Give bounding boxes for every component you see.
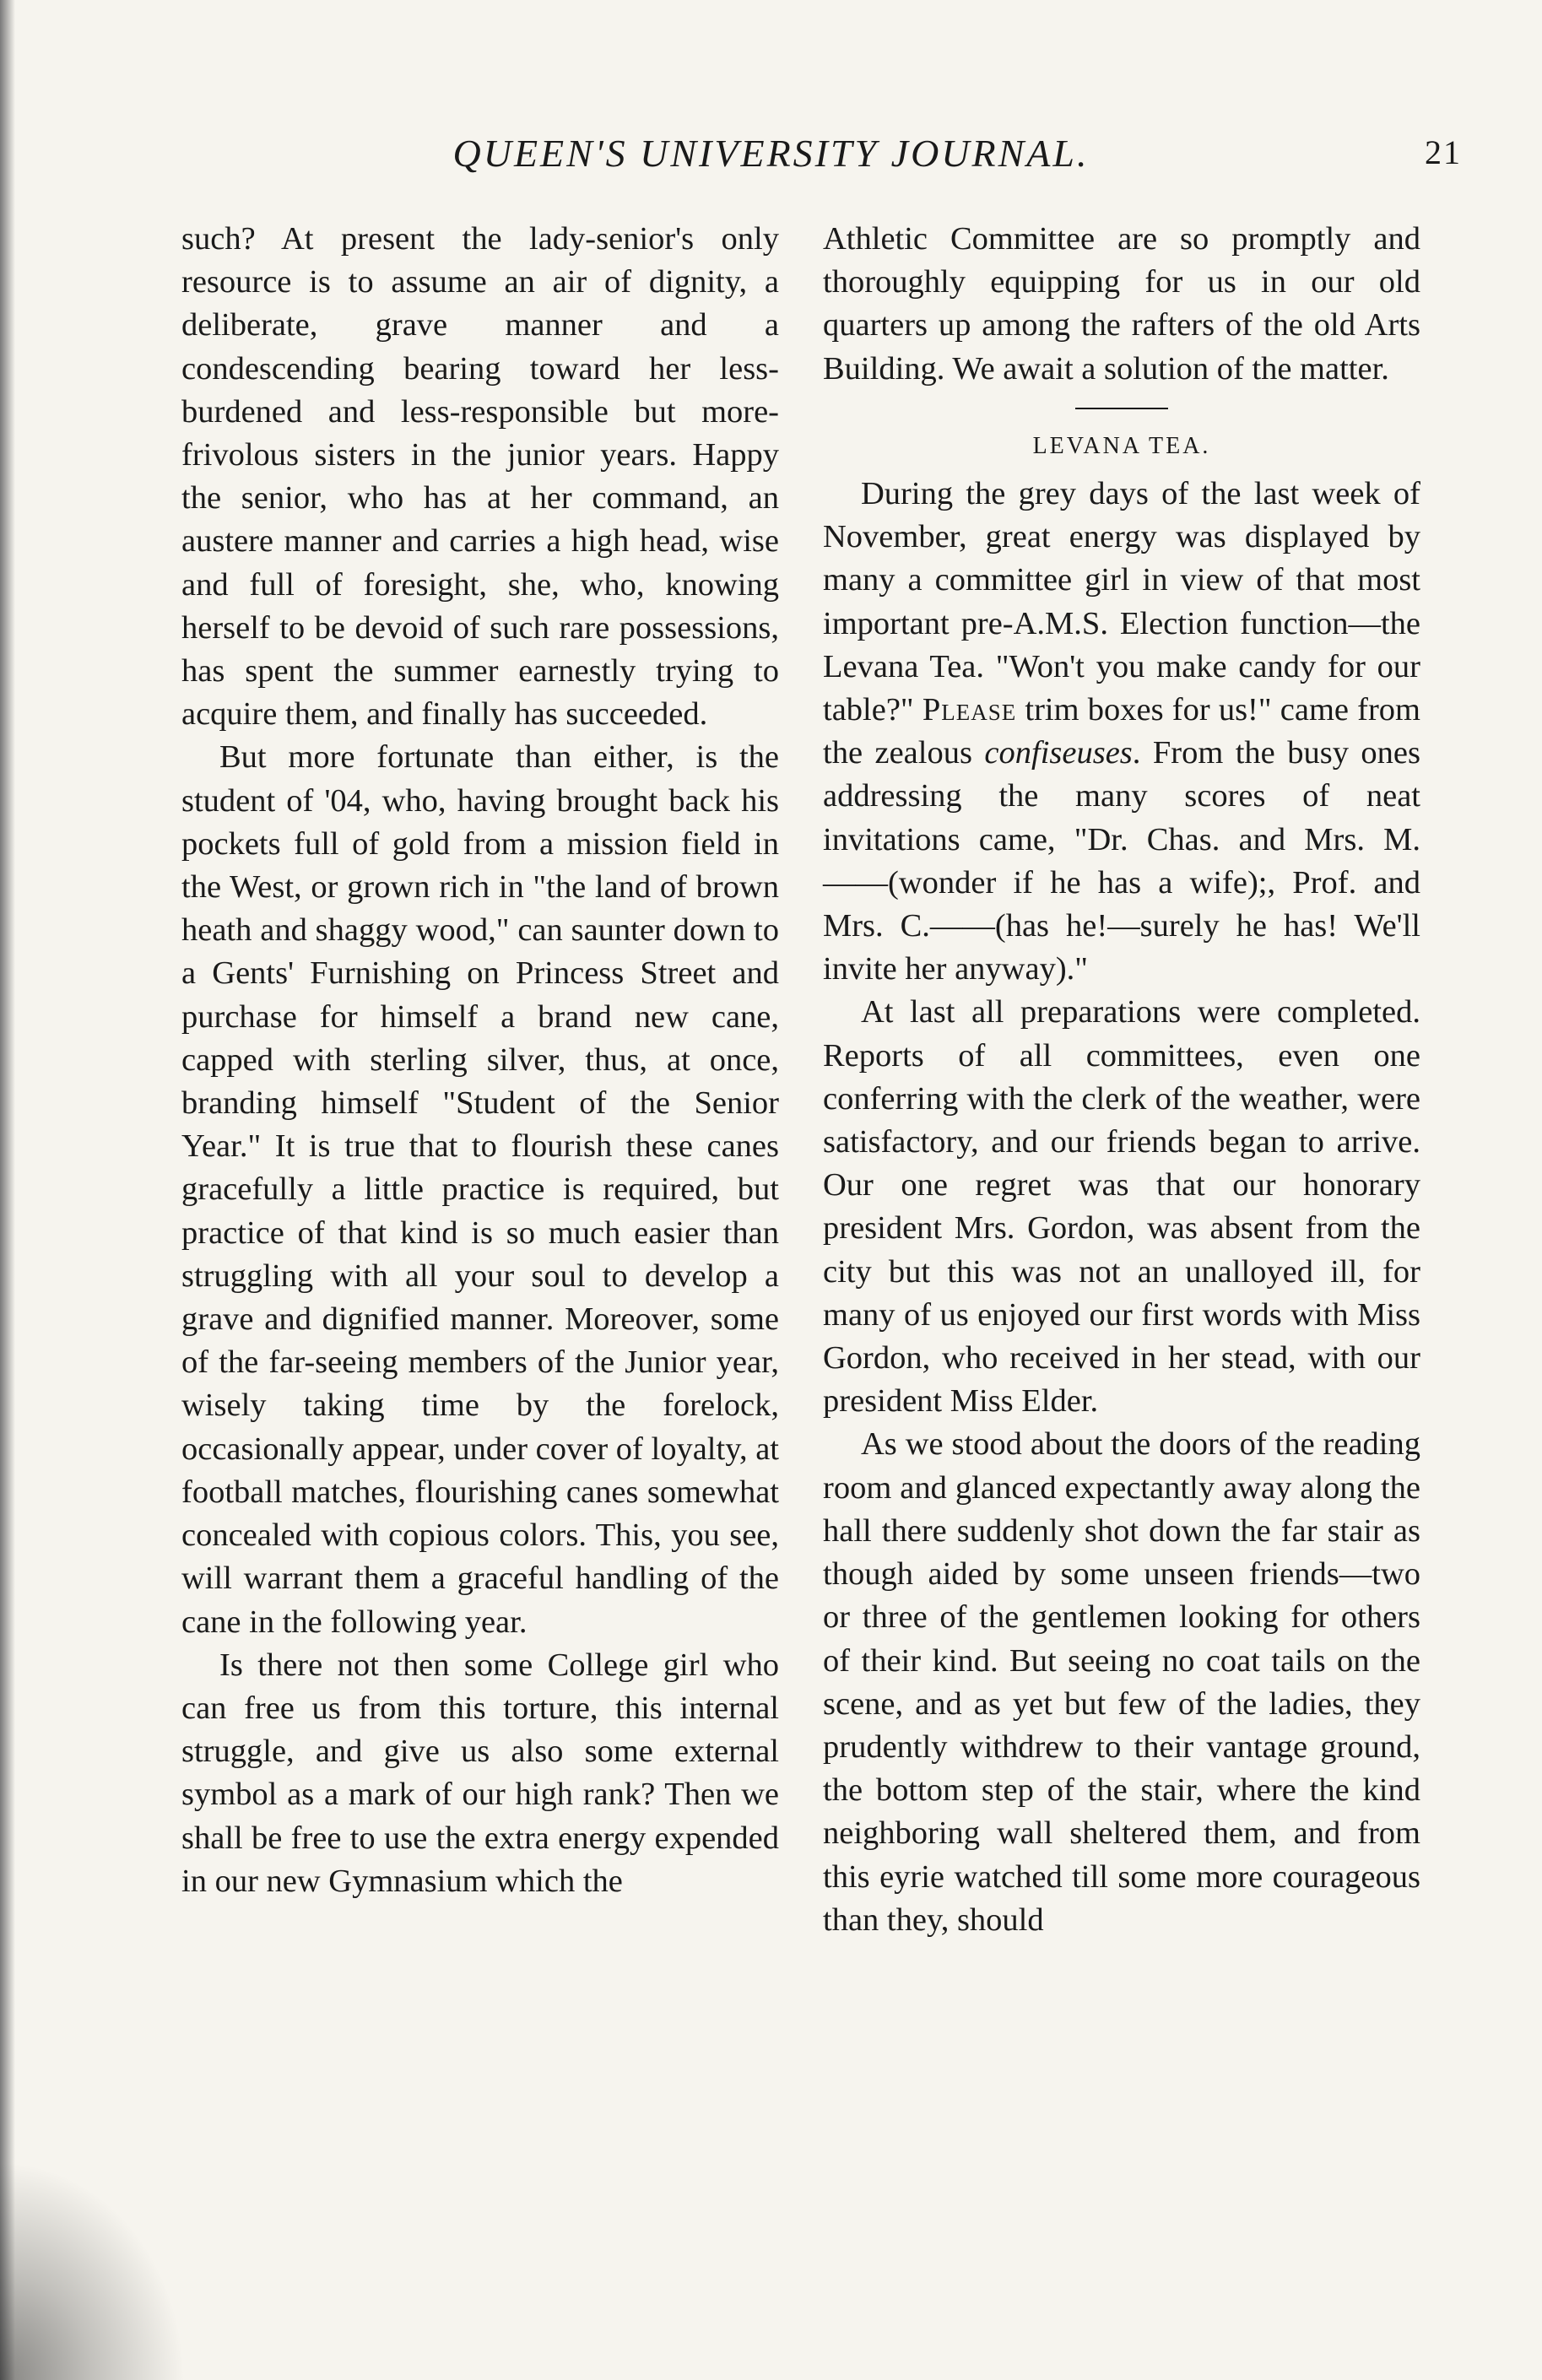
levana-paragraph-3: As we stood about the doors of the reading room and glanced expectantly away along the hall there suddenly shot down the far stair as though aided by some unseen friends—two or three of the gentlemen looking for others of their kind. But seeing no coat tails on the scene, and as yet but few of the ladies, they prudently withdrew to their vantage ground, the bottom step of the stair, where the kind neighboring wall sheltered them, and from this eyrie watched till some more courageous than they, should: [823, 1426, 1420, 1938]
left-paragraph-1: such? At present the lady-senior's only resource is to assume an air of dignity, a deliberate, grave manner and a condescending bearing toward her less-burdened and less-responsible but more-frivolous sisters in the junior years. Happy the senior, who has at her command, an austere manner and carries a high head, wise and full of foresight, she, who, knowing herself to be devoid of such rare possessions, has spent the summer earnestly trying to acquire them, and finally has succeeded.: [181, 221, 779, 733]
page-corner-smudge: [0, 2161, 186, 2380]
journal-title: QUEEN'S UNIVERSITY JOURNAL.: [452, 132, 1090, 175]
page-header: [0, 131, 1542, 181]
right-intro-paragraph: Athletic Committee are so promptly and thoroughly equipping for us in our old quarters up among the rafters of the old Arts Building. We await a solution of the matter.: [823, 221, 1420, 387]
levana-paragraph-2: At last all preparations were completed. Reports of all committees, even one conferring with the clerk of the weather, were satisfactory, and our friends began to arrive. Our one regret was that our honorary president Mrs. Gordon, was absent from the city but this was not an unalloyed ill, for many of us enjoyed our first words with Miss Gordon, who received in her stead, with our president Miss Elder.: [823, 994, 1420, 1420]
right-column: [823, 218, 1420, 1942]
page-number: 21: [1425, 133, 1462, 171]
levana-p1-text-b: trim boxes for us!" came from the zealous: [823, 692, 1420, 771]
left-paragraph-2: But more fortunate than either, is the student of '04, who, having brought back his pockets full of gold from a mission field in the West, or grown rich in "the land of brown heath and shaggy wood," can saunter down to a Gents' Furnishing on Princess Street and purchase for himself a brand new cane, capped with sterling silver, thus, at once, branding himself "Student of the Senior Year." It is true that to flourish these canes gracefully a little practice is required, but practice of that kind is so much easier than struggling with all your soul to develop a grave and dignified manner. Moreover, some of the far-seeing members of the Junior year, wisely taking time by the forelock, occasionally appear, under cover of loyalty, at football matches, flourishing canes somewhat concealed with copious colors. This, you see, will warrant them a graceful handling of the cane in the following year.: [181, 739, 779, 1640]
levana-p1-text-c: . From the busy ones addressing the many scores of neat invitations came, "Dr. Chas. and Mrs. M.——(wonder if he has a wife);, Prof. and Mrs. C.——(has he!—surely he has! We'll invite her anyway).": [823, 735, 1420, 987]
levana-p1-please: Please: [922, 692, 1017, 728]
levana-paragraph-1: [823, 473, 1420, 991]
section-heading-levana-tea: LEVANA TEA.: [1032, 432, 1211, 459]
levana-p1-confiseuses: confiseuses: [984, 735, 1133, 771]
section-divider: [1075, 408, 1168, 409]
left-column: [181, 218, 779, 1903]
levana-p1-text-a: During the grey days of the last week of November, great energy was displayed by many a committee girl in view of that most important pre-A.M.S. Election function—the Levana Tea. "Won't you make candy for our table?": [823, 476, 1420, 728]
left-paragraph-3: Is there not then some College girl who can free us from this torture, this internal struggle, and give us also some external symbol as a mark of our high rank? Then we shall be free to use the extra energy expended in our new Gymnasium which the: [181, 1647, 779, 1899]
page-edge-shadow: [0, 0, 15, 2380]
